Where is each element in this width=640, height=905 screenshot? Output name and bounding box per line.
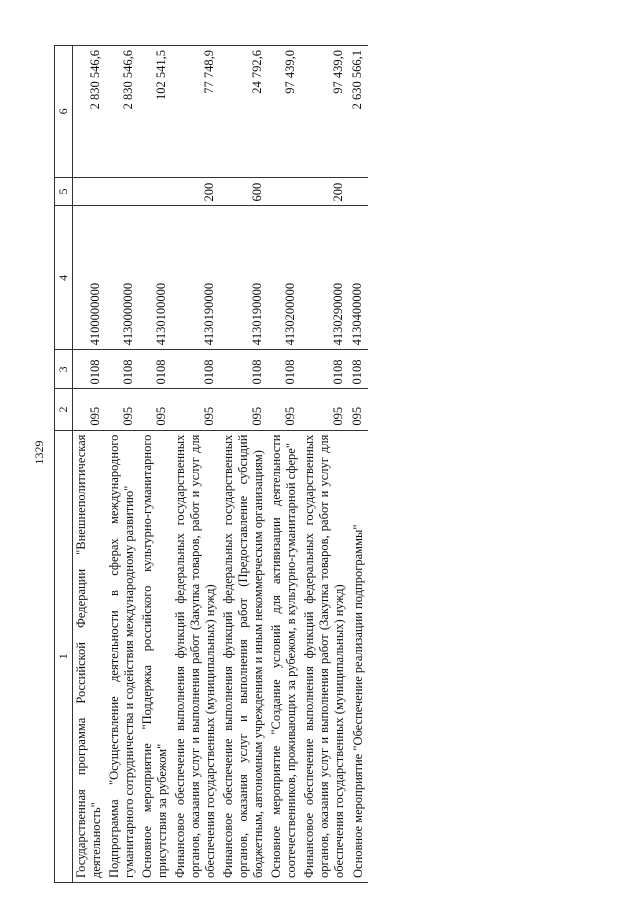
row-name: Подпрограмма "Осуществление деятельности в сферах международного гуманитарного сотрудничества и содействия международному развитию" bbox=[106, 430, 139, 882]
row-vr bbox=[268, 177, 301, 206]
row-amount: 102 541,5 bbox=[139, 46, 172, 178]
table-row bbox=[106, 46, 139, 883]
col-header-2: 2 bbox=[55, 389, 73, 430]
budget-table-wrapper bbox=[54, 45, 368, 883]
row-section: 0108 bbox=[139, 350, 172, 389]
row-grbs: 095 bbox=[220, 389, 268, 430]
table-row bbox=[139, 46, 172, 883]
table-row bbox=[220, 46, 268, 883]
row-name: Финансовое обеспечение выполнения функций федеральных государственных органов, оказания услуг и выполнения работ (Закупка товаров, работ и услуг для обеспечения государственных (муниципальных) нужд) bbox=[301, 430, 349, 882]
row-amount: 77 748,9 bbox=[172, 46, 220, 178]
row-csr: 4130000000 bbox=[106, 206, 139, 350]
page-number: 1329 bbox=[32, 440, 46, 465]
row-amount: 97 439,0 bbox=[268, 46, 301, 178]
row-grbs: 095 bbox=[301, 389, 349, 430]
row-vr: 600 bbox=[220, 177, 268, 206]
row-section: 0108 bbox=[106, 350, 139, 389]
row-amount: 24 792,6 bbox=[220, 46, 268, 178]
row-vr: 200 bbox=[172, 177, 220, 206]
row-csr: 4130400000 bbox=[349, 206, 368, 350]
row-vr bbox=[349, 177, 368, 206]
row-csr: 4130190000 bbox=[172, 206, 220, 350]
row-amount: 2 830 546,6 bbox=[106, 46, 139, 178]
row-name: Государственная программа Российской Федерации "Внешнеполитическая деятельность" bbox=[73, 430, 107, 882]
row-section: 0108 bbox=[301, 350, 349, 389]
row-section: 0108 bbox=[349, 350, 368, 389]
row-name: Финансовое обеспечение выполнения функций федеральных государственных органов, оказания услуг и выполнения работ (Предоставление субсидий бюджетным, автономным учреждениям и иным некоммерческим организациям) bbox=[220, 430, 268, 882]
row-grbs: 095 bbox=[349, 389, 368, 430]
col-header-3: 3 bbox=[55, 350, 73, 389]
table-row bbox=[73, 46, 107, 883]
budget-table bbox=[54, 45, 368, 883]
row-grbs: 095 bbox=[139, 389, 172, 430]
row-amount: 97 439,0 bbox=[301, 46, 349, 178]
row-grbs: 095 bbox=[73, 389, 107, 430]
row-grbs: 095 bbox=[172, 389, 220, 430]
row-csr: 4100000000 bbox=[73, 206, 107, 350]
table-row bbox=[301, 46, 349, 883]
row-section: 0108 bbox=[73, 350, 107, 389]
row-amount: 2 830 546,6 bbox=[73, 46, 107, 178]
row-grbs: 095 bbox=[268, 389, 301, 430]
table-row bbox=[349, 46, 368, 883]
header-row bbox=[55, 46, 73, 883]
row-vr: 200 bbox=[301, 177, 349, 206]
row-section: 0108 bbox=[268, 350, 301, 389]
row-vr bbox=[106, 177, 139, 206]
col-header-5: 5 bbox=[55, 177, 73, 206]
row-csr: 4130290000 bbox=[301, 206, 349, 350]
row-name: Основное мероприятие "Обеспечение реализации подпрограммы" bbox=[349, 430, 368, 882]
row-section: 0108 bbox=[172, 350, 220, 389]
row-vr bbox=[73, 177, 107, 206]
row-name: Основное мероприятие "Поддержка российского культурно-гуманитарного присутствия за рубежом" bbox=[139, 430, 172, 882]
col-header-4: 4 bbox=[55, 206, 73, 350]
table-row bbox=[172, 46, 220, 883]
row-vr bbox=[139, 177, 172, 206]
row-name: Основное мероприятие "Создание условий для активизации деятельности соотечественников, проживающих за рубежом, в культурно-гуманитарной сфере" bbox=[268, 430, 301, 882]
row-name: Финансовое обеспечение выполнения функций федеральных государственных органов, оказания услуг и выполнения работ (Закупка товаров, работ и услуг для обеспечения государственных (муниципальных) нужд) bbox=[172, 430, 220, 882]
col-header-6: 6 bbox=[55, 46, 73, 178]
table-row bbox=[268, 46, 301, 883]
row-section: 0108 bbox=[220, 350, 268, 389]
row-grbs: 095 bbox=[106, 389, 139, 430]
row-amount: 2 630 566,1 bbox=[349, 46, 368, 178]
row-csr: 4130200000 bbox=[268, 206, 301, 350]
row-csr: 4130100000 bbox=[139, 206, 172, 350]
row-csr: 4130190000 bbox=[220, 206, 268, 350]
col-header-1: 1 bbox=[55, 430, 73, 882]
